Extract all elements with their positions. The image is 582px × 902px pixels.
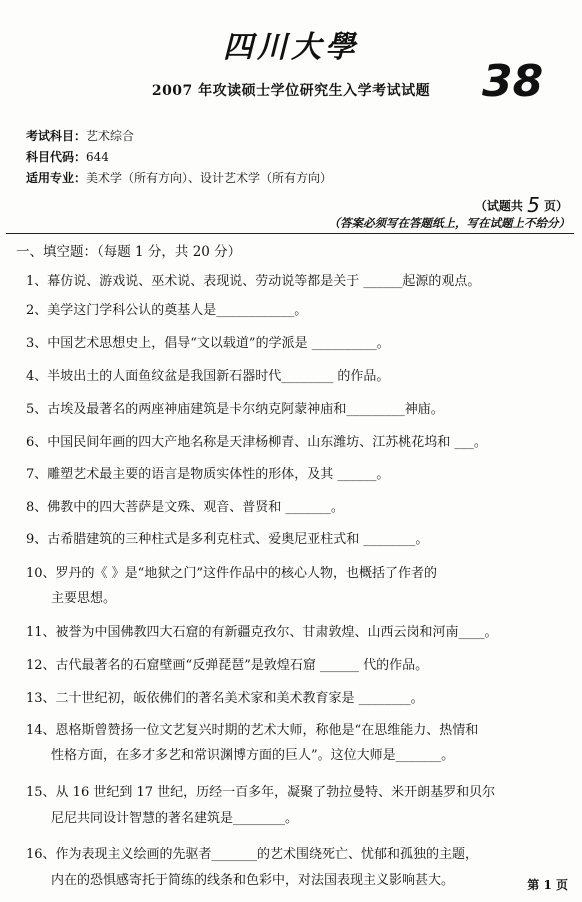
question-12 (26, 654, 572, 673)
question-number: 6、 (26, 435, 48, 450)
code-row (26, 147, 332, 168)
pages-note (475, 193, 568, 217)
question-text: 恩格斯曾赞扬一位文艺复兴时期的艺术大师，称他是“在思维能力、热情和 (55, 723, 479, 738)
question-13 (26, 687, 572, 706)
question-number: 11、 (26, 625, 56, 640)
major-row (26, 168, 332, 189)
question-text: 幕仿说、游戏说、巫术说、表现说、劳动说等都是关于 ______起源的观点。 (47, 274, 481, 289)
question-text: 中国民间年画的四大产地名称是天津杨柳青、山东潍坊、江苏桃花坞和 ___。 (47, 435, 487, 450)
question-number: 9、 (26, 532, 48, 547)
divider (6, 233, 574, 234)
question-text: 二十世纪初，皈依佛们的著名美术家和美术教育家是 ________。 (55, 691, 424, 706)
question-text-continued: 主要思想。 (51, 591, 117, 606)
pages-prefix: （试题共 (474, 199, 523, 213)
question-number: 3、 (26, 336, 48, 351)
subject-row (26, 126, 332, 147)
question-number: 8、 (26, 500, 48, 515)
question-number: 16、 (26, 847, 56, 862)
question-14 (26, 718, 572, 768)
question-text: 美学这门学科公认的奠基人是____________。 (47, 303, 308, 318)
question-15 (26, 780, 572, 832)
question-10 (26, 561, 572, 611)
exam-meta (26, 126, 332, 189)
question-16 (26, 842, 572, 894)
question-text: 佛教中的四大菩萨是文殊、观音、普贤和 _______。 (47, 500, 344, 515)
question-number: 13、 (26, 691, 56, 706)
subject-label: 考试科目： (26, 129, 87, 143)
code-value: 644 (86, 150, 109, 164)
question-text: 半坡出土的人面鱼纹盆是我国新石器时代________ 的作品。 (47, 369, 390, 384)
question-number: 2、 (26, 303, 48, 318)
page-number: 第 1 页 (527, 878, 568, 892)
question-text-continued: 尼尼共同设计智慧的著名建筑是________。 (51, 811, 299, 826)
question-1 (26, 270, 572, 289)
section-title: 一、填空题：（每题 1 分，共 20 分） (16, 244, 242, 260)
question-text: 被誉为中国佛教四大石窟的有新疆克孜尔、甘肃敦煌、山西云岗和河南____。 (55, 625, 498, 640)
handwritten-number: 38 (482, 56, 544, 107)
question-text: 从 16 世纪到 17 世纪，历经一百多年，凝聚了勃拉曼特、米开朗基罗和贝尔 (55, 785, 496, 800)
question-11 (26, 621, 572, 640)
question-text-continued: 性格方面，在多才多艺和常识渊博方面的巨人”。这位大师是_______。 (51, 748, 455, 763)
question-number: 15、 (26, 785, 56, 800)
question-text: 罗丹的《 》是“地狱之门”这件作品中的核心人物，也概括了作者的 (55, 566, 437, 581)
answer-note: （答案必须写在答题纸上，写在试题上不给分） (328, 216, 570, 230)
pages-count: 5 (527, 193, 540, 217)
pages-suffix: 页） (543, 199, 568, 213)
question-number: 7、 (26, 467, 48, 482)
question-number: 12、 (26, 658, 56, 673)
major-value: 美术学（所有方向）、设计艺术学（所有方向） (86, 171, 333, 185)
question-text-continued: 内在的恐惧感寄托于简练的线条和色彩中，对法国表现主义影响甚大。 (51, 873, 455, 888)
question-number: 1、 (26, 274, 48, 289)
question-9 (26, 528, 572, 547)
question-number: 4、 (26, 369, 48, 384)
exam-title: 2007 年攻读硕士学位研究生入学考试试题 (151, 83, 431, 99)
subject-value: 艺术综合 (86, 129, 135, 143)
question-text: 作为表现主义绘画的先驱者_______的艺术围绕死亡、忧郁和孤独的主题， (55, 847, 479, 862)
question-text: 古埃及最著名的两座神庙建筑是卡尔纳克阿蒙神庙和_________神庙。 (47, 402, 444, 417)
question-number: 14、 (26, 723, 56, 738)
question-4 (26, 365, 572, 384)
question-3 (26, 332, 572, 351)
question-7 (26, 463, 572, 482)
question-text: 古希腊建筑的三种柱式是多利克柱式、爱奥尼亚柱式和 ________。 (47, 532, 429, 547)
question-8 (26, 496, 572, 515)
question-2 (26, 299, 572, 318)
question-text: 古代最著名的石窟壁画“反弹琵琶”是敦煌石窟 ______ 代的作品。 (55, 658, 429, 673)
question-text: 中国艺术思想史上，倡导“文以载道”的学派是 __________。 (47, 336, 390, 351)
question-number: 10、 (26, 566, 56, 581)
question-5 (26, 398, 572, 417)
question-number: 5、 (26, 402, 48, 417)
university-name: 四川大學 (223, 30, 359, 65)
question-text: 雕塑艺术最主要的语言是物质实体性的形体，及其 ______。 (47, 467, 390, 482)
major-label: 适用专业： (26, 171, 87, 185)
question-6 (26, 431, 572, 450)
code-label: 科目代码： (26, 150, 87, 164)
